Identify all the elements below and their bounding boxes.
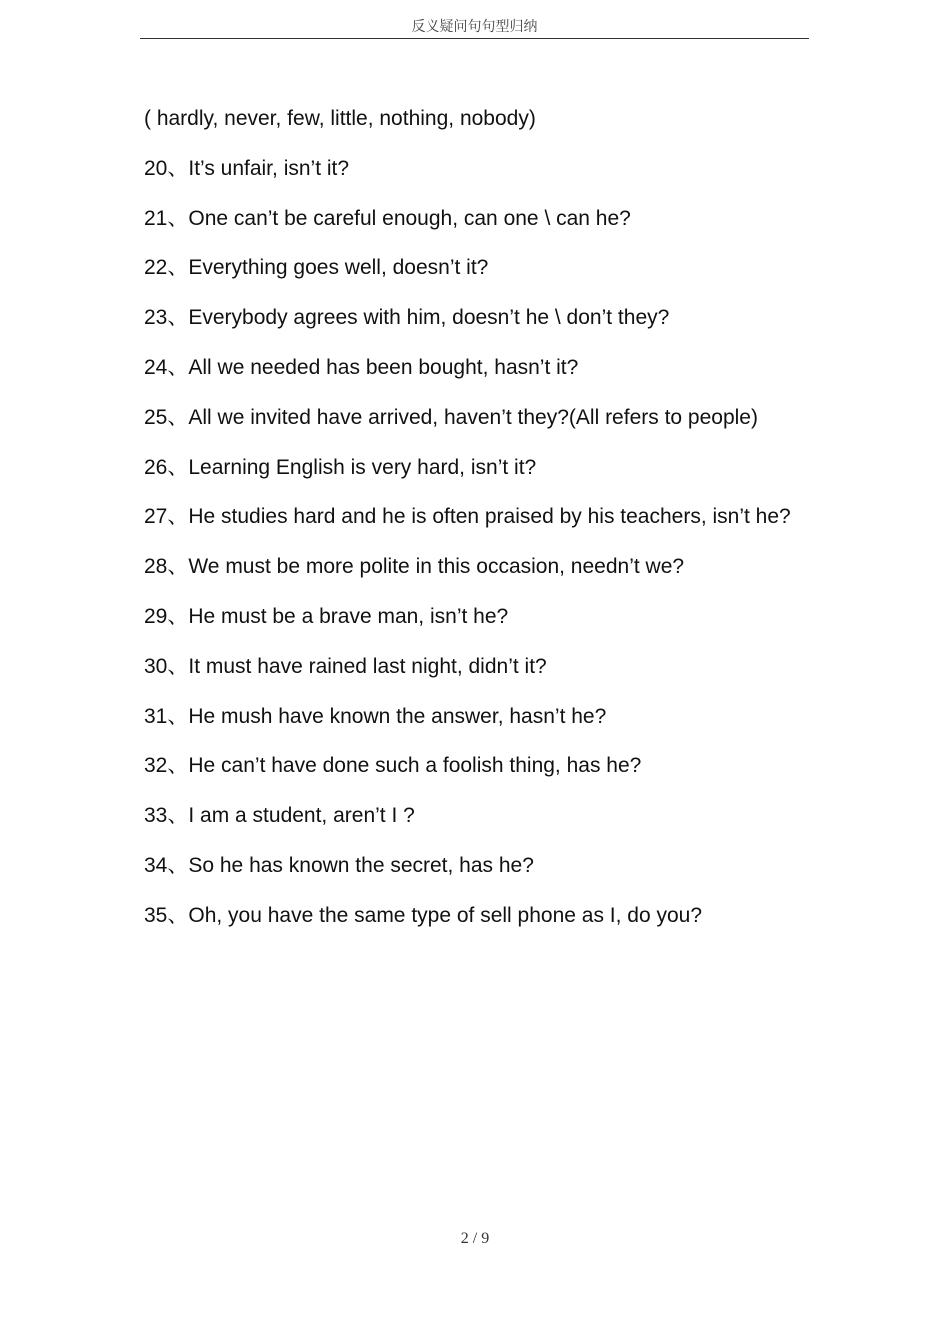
- item-number: 27: [144, 505, 168, 529]
- list-item: [144, 456, 864, 480]
- document-body: [144, 107, 864, 954]
- item-text: I am a student, aren’t I ?: [188, 804, 415, 828]
- list-item: [144, 904, 864, 928]
- item-number: 24: [144, 355, 168, 379]
- item-separator: 、: [167, 654, 189, 678]
- list-item: [144, 256, 864, 280]
- item-number: 26: [144, 455, 168, 479]
- list-item: [144, 804, 864, 828]
- item-number: 28: [144, 555, 168, 579]
- list-item: [144, 406, 864, 430]
- item-number: 20: [144, 156, 168, 180]
- item-separator: 、: [167, 604, 189, 628]
- item-separator: 、: [167, 804, 189, 828]
- item-separator: 、: [167, 355, 189, 379]
- item-text: All we invited have arrived, haven’t they?(All refers to people): [188, 405, 758, 429]
- item-number: 29: [144, 604, 168, 628]
- item-number: 31: [144, 704, 168, 728]
- item-separator: 、: [167, 505, 189, 529]
- item-number: 35: [144, 903, 168, 927]
- item-number: 33: [144, 804, 168, 828]
- item-text: He can’t have done such a foolish thing, has he?: [188, 754, 642, 778]
- item-separator: 、: [167, 405, 189, 429]
- document-title: 反义疑问句句型归纳: [411, 19, 538, 35]
- item-text: Learning English is very hard, isn’t it?: [188, 455, 537, 479]
- item-text: It must have rained last night, didn’t it?: [188, 654, 547, 678]
- list-item: [144, 705, 864, 729]
- item-number: 34: [144, 853, 168, 877]
- item-text: Oh, you have the same type of sell phone as I, do you?: [188, 903, 703, 927]
- item-separator: 、: [167, 206, 189, 230]
- item-separator: 、: [167, 555, 189, 579]
- list-item: [144, 754, 864, 778]
- item-separator: 、: [167, 455, 189, 479]
- item-separator: 、: [167, 256, 189, 280]
- list-item: [144, 157, 864, 181]
- item-number: 30: [144, 654, 168, 678]
- item-text: It’s unfair, isn’t it?: [188, 156, 350, 180]
- item-number: 21: [144, 206, 168, 230]
- intro-line: ( hardly, never, few, little, nothing, nobody): [144, 107, 536, 130]
- list-item: [144, 605, 864, 629]
- item-number: 32: [144, 754, 168, 778]
- item-text: One can’t be careful enough, can one \ can he?: [188, 206, 631, 230]
- page-footer: [0, 1230, 950, 1248]
- item-number: 23: [144, 306, 168, 330]
- item-separator: 、: [167, 754, 189, 778]
- item-separator: 、: [167, 853, 189, 877]
- page-header: [140, 16, 809, 39]
- list-item: [144, 207, 864, 231]
- item-text: So he has known the secret, has he?: [188, 853, 534, 877]
- item-text: Everybody agrees with him, doesn’t he \ don’t they?: [188, 306, 670, 330]
- item-separator: 、: [167, 903, 189, 927]
- item-text: He must be a brave man, isn’t he?: [188, 604, 509, 628]
- item-text: Everything goes well, doesn’t it?: [188, 256, 489, 280]
- list-item: [144, 655, 864, 679]
- list-item: [144, 306, 864, 330]
- page-number: 2 / 9: [460, 1230, 490, 1247]
- item-number: 25: [144, 405, 168, 429]
- list-item: [144, 505, 864, 529]
- item-separator: 、: [167, 306, 189, 330]
- list-item: [144, 555, 864, 579]
- item-text: All we needed has been bought, hasn’t it?: [188, 355, 579, 379]
- list-item: [144, 356, 864, 380]
- item-text: He studies hard and he is often praised by his teachers, isn’t he?: [188, 505, 791, 529]
- item-separator: 、: [167, 704, 189, 728]
- item-text: He mush have known the answer, hasn’t he?: [188, 704, 607, 728]
- item-text: We must be more polite in this occasion, needn’t we?: [188, 555, 685, 579]
- item-number: 22: [144, 256, 168, 280]
- item-separator: 、: [167, 156, 189, 180]
- list-item: [144, 854, 864, 878]
